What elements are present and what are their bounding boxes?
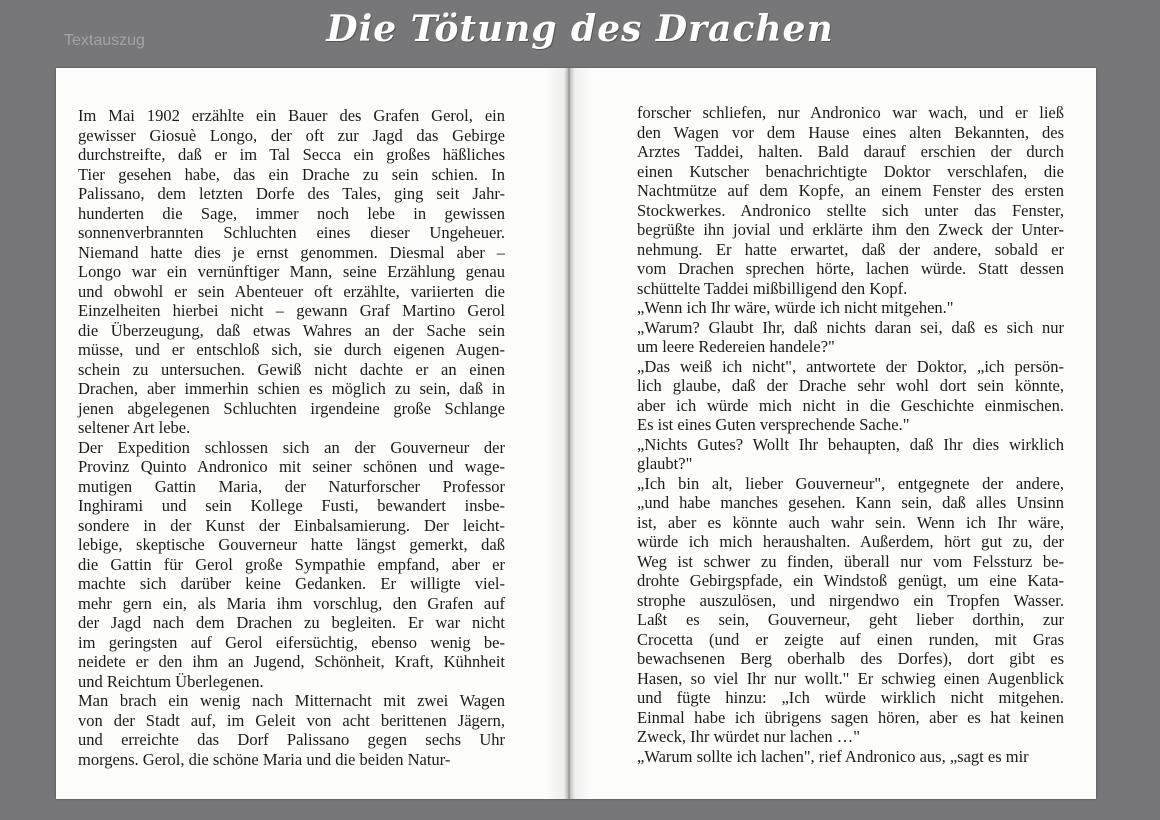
text-line: Crocetta (und er zeigte auf einen runden, mit Gras <box>637 629 1064 649</box>
page-title: Die Tötung des Drachen <box>326 8 834 50</box>
text-line: den Wagen vor dem Hause eines alten Bekannten, des <box>637 122 1064 142</box>
text-line: Drachen, aber immerhin schien es möglich zu sein, daß in <box>78 379 505 398</box>
text-line: einen Kutscher benachrichtigte Doktor verschlafen, die <box>637 161 1064 181</box>
text-line: Inghirami und sein Kollege Fusti, bewandert insbe- <box>78 496 505 515</box>
text-line: Tier gesehen habe, das ein Drache zu sein schien. In <box>78 164 505 184</box>
text-line: glaubt?" <box>637 454 693 473</box>
text-line: Stockwerkes. Andronico stellte sich unter das Fenster, <box>637 200 1064 220</box>
text-line: bewachsenen Berg oberhalb des Dorfes), dort gibt es <box>637 649 1064 668</box>
paragraph <box>637 747 1064 767</box>
text-line: jenen abgelegenen Schluchten irgendeine große Schlange <box>78 398 505 418</box>
text-line: „Wenn ich Ihr wäre, würde ich nicht mitgehen." <box>637 298 954 317</box>
text-line: Longo war ein vernünftiger Mann, seine Erzählung genau <box>78 262 505 281</box>
text-line: „Warum sollte ich lachen", rief Andronico aus, „sagt es mir <box>637 746 1029 766</box>
paragraph <box>637 357 1064 435</box>
text-line: morgens. Gerol, die schöne Maria und die beiden Natur- <box>78 749 451 769</box>
text-line: machte sich darüber keine Gedanken. Er willigte viel- <box>78 574 505 593</box>
text-line: drohte Gebirgspfade, ein Windstoß genügt, um eine Kata- <box>637 571 1064 590</box>
text-line: nehmung. Er hatte erwartet, daß der andere, sobald er <box>637 239 1064 259</box>
text-line: von der Stadt auf, im Geleit von acht berittenen Jägern, <box>78 710 505 730</box>
text-line: „Das weiß ich nicht", antwortete der Doktor, „ich persön- <box>637 356 1064 376</box>
text-line: lich glaube, daß der Drache sehr wohl dort sein könnte, <box>637 376 1064 395</box>
text-line: sondere in der Kunst der Einbalsamierung. Der leicht- <box>78 515 505 535</box>
text-line: seltener Art lebe. <box>78 418 191 437</box>
text-line: und Reichtum Überlegenen. <box>78 671 264 691</box>
text-line: schein zu untersuchen. Gewiß nicht dachte er an einen <box>78 359 505 379</box>
text-line: Einmal habe ich übrigens sagen hören, aber es hat keinen <box>637 707 1064 727</box>
text-line: mutigen Gattin Maria, der Naturforscher Professor <box>78 476 505 496</box>
paragraph <box>637 103 1064 298</box>
text-line: ist, aber es könnte auch wahr sein. Wenn ich Ihr wäre, <box>637 512 1064 532</box>
text-line: gewisser Giosuè Longo, der oft zur Jagd das Gebirge <box>78 125 505 145</box>
text-line: „und habe manches gesehen. Kann sein, daß alles Unsinn <box>637 493 1064 512</box>
text-line: Im Mai 1902 erzählte ein Bauer des Grafen Gerol, ein <box>78 106 505 125</box>
right-page <box>637 103 1064 766</box>
text-line: Provinz Quinto Andronico mit seiner schönen und wage- <box>78 457 505 476</box>
text-line: die Gattin für Gerol große Sympathie empfand, aber er <box>78 554 505 574</box>
paragraph <box>637 298 1064 318</box>
left-page <box>78 106 505 769</box>
text-line: der Jagd nach dem Drachen zu begleiten. Er war nicht <box>78 613 505 632</box>
text-line: schüttelte Taddei mißbilligend den Kopf. <box>637 278 908 298</box>
text-line: Es ist eines Guten versprechende Sache." <box>637 415 910 434</box>
paragraph <box>78 106 505 438</box>
text-line: Zweck, Ihr würdet nur lachen …" <box>637 727 860 746</box>
text-line: lebige, skeptische Gouverneur hatte längst gemerkt, daß <box>78 535 505 554</box>
text-line: Einzelheiten hierbei nicht – gewann Graf Martino Gerol <box>78 301 505 320</box>
paragraph <box>78 438 505 692</box>
text-line: „Nichts Gutes? Wollt Ihr behaupten, daß Ihr dies wirklich <box>637 434 1064 454</box>
text-line: sonnenverbrannten Schluchten eines dieser Ungeheuer. <box>78 223 505 242</box>
paragraph <box>78 691 505 769</box>
text-line: Der Expedition schlossen sich an der Gouverneur der <box>78 437 505 457</box>
text-line: vom Drachen sprechen hörte, lachen würde. Statt dessen <box>637 259 1064 278</box>
text-line: müsse, und er entschloß sich, sie durch eigenen Augen- <box>78 340 505 359</box>
paragraph <box>637 318 1064 357</box>
text-line: im geringsten auf Gerol eifersüchtig, ebenso wenig be- <box>78 632 505 652</box>
text-line: neidete er den ihm an Jugend, Schönheit, Kraft, Kühnheit <box>78 652 505 671</box>
text-line: und erreichte das Dorf Palissano gegen sechs Uhr <box>78 730 505 749</box>
text-line: und fügte hinzu: „Ich würde wirklich nicht mitgehen. <box>637 688 1064 707</box>
text-line: Nachtmütze auf dem Kopfe, an einem Fenster des ersten <box>637 181 1064 200</box>
text-line: mehr gern ein, als Maria ihm vorschlug, den Grafen auf <box>78 593 505 613</box>
text-line: Weg ist schwer zu finden, überall nur vom Felssturz be- <box>637 551 1064 571</box>
text-line: forscher schliefen, nur Andronico war wach, und er ließ <box>637 103 1064 122</box>
book-gutter <box>544 68 594 799</box>
book-spread <box>56 68 1096 799</box>
text-line: um leere Redereien handele?" <box>637 337 835 356</box>
text-line: hunderten die Sage, immer noch lebe in gewissen <box>78 203 505 223</box>
text-line: Laßt es sein, Gouverneur, geht lieber dorthin, zur <box>637 610 1064 629</box>
excerpt-label: Textauszug <box>64 32 145 49</box>
text-line: begrüßte ihn jovial und erklärte ihm den Zweck der Unter- <box>637 220 1064 239</box>
text-line: Palissano, dem letzten Dorfe des Tales, ging seit Jahr- <box>78 184 505 203</box>
text-line: „Warum? Glaubt Ihr, daß nichts daran sei, daß es sich nur <box>637 317 1064 337</box>
text-line: „Ich bin alt, lieber Gouverneur", entgegnete der andere, <box>637 473 1064 493</box>
text-line: und obwohl er sein Abenteuer oft erzählte, variierten die <box>78 281 505 301</box>
text-line: würde ich mich heraushalten. Außerdem, hört gut zu, der <box>637 532 1064 551</box>
paragraph <box>637 474 1064 747</box>
text-line: durchstreifte, daß er im Tal Secca ein großes häßliches <box>78 145 505 164</box>
paragraph <box>637 435 1064 474</box>
text-line: strophe auszulösen, und nirgendwo ein Tropfen Wasser. <box>637 590 1064 610</box>
text-line: Hasen, so viel Ihr nur wollt." Er schwieg einen Augenblick <box>637 668 1064 688</box>
text-line: Niemand hatte dies je ernst genommen. Diesmal aber – <box>78 242 505 262</box>
text-line: Arztes Taddei, halten. Bald darauf erschien der durch <box>637 142 1064 161</box>
text-line: die Überzeugung, daß etwas Wahres an der Sache sein <box>78 320 505 340</box>
text-line: aber ich würde mich nicht in die Geschichte einmischen. <box>637 395 1064 415</box>
text-line: Man brach ein wenig nach Mitternacht mit zwei Wagen <box>78 691 505 710</box>
